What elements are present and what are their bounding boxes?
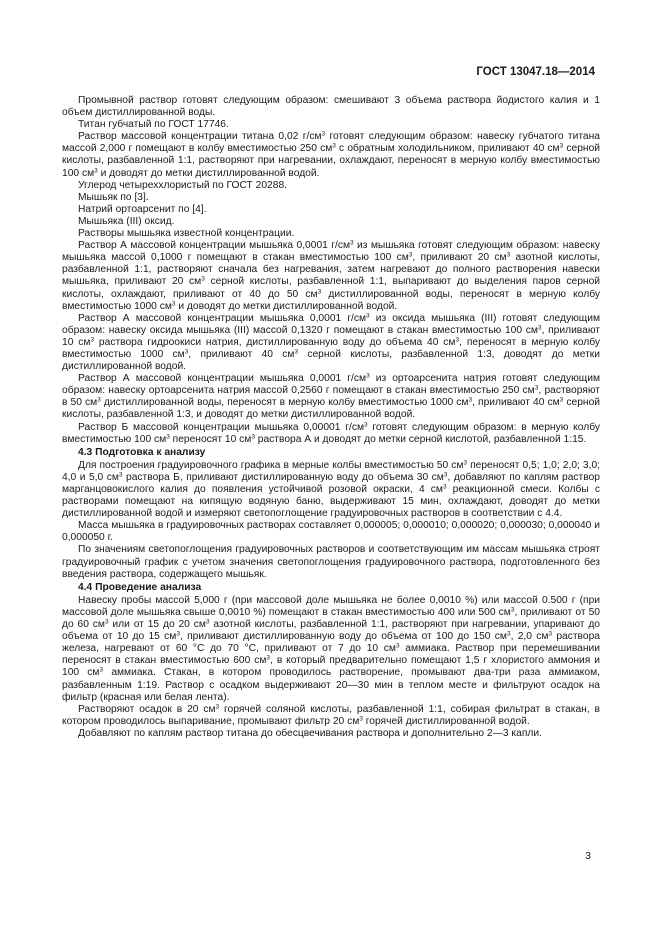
text-run: Масса мышьяка в градуировочных растворах составляет 0,000005; 0,000010; 0,000020; 0,000030; 0,000040 и 0,000050 г. (62, 520, 600, 544)
text-run: аммиака. Стакан, в котором проводилось растворение, промывают два-три раза аммиаком, разбавленным 1:19. Раствор с осадком выдерживают 20—30 мин в теплом месте и фильтруют осадок на фильтр (красная или белая лента). (62, 667, 600, 703)
text-run: и доводят до метки дистиллированной водой. (175, 300, 398, 312)
superscript: 3 (176, 630, 180, 638)
superscript: 3 (359, 715, 363, 723)
text-run: дистиллированной воды, переносят в мерную колбу вместимостью 1000 см (62, 288, 600, 312)
text-run: Растворяют осадок в 20 см (78, 703, 216, 715)
text-run: готовят следующим образом: навеску губчатого титана массой 2,000 г помещают в колбу вместимостью 250 см (62, 131, 600, 155)
text-run: Навеску пробы массой 5,000 г (при массовой доле мышьяка не более 0,0010 %) или массой 0.500 г (при массовой доле мышьяка свыше 0,0010 %) помещают в стакан вместимостью 400 или 500 см (62, 594, 600, 618)
text-run: серной кислоты, разбавленной 1:3, доводят до метки дистиллированной водой. (62, 348, 601, 373)
text-run: переносят 0,5; 1,0; 2,0; 3,0; 4,0 и 5,0 см (62, 459, 600, 483)
superscript: 3 (166, 433, 170, 441)
superscript: 3 (350, 239, 354, 247)
superscript: 3 (463, 459, 468, 467)
section-heading (62, 447, 600, 459)
text-run: Промывной раствор готовят следующим образом: смешивают 3 объема раствора йодистого калия и 1 объем дистиллированной воды. (62, 95, 600, 119)
text-run: азотной кислоты, разбавленной 1:1, растворяют при нагревании, упаривают до объема от 10 до 15 см (62, 619, 600, 643)
superscript: 3 (294, 348, 299, 356)
superscript: 3 (104, 618, 109, 626)
superscript: 3 (442, 483, 447, 491)
superscript: 3 (99, 666, 104, 674)
text-run: , приливают 10 см (62, 324, 600, 348)
text-run: раствора железа, нагревают от 60 °С до 70 °С, приливают от 7 до 10 см (62, 631, 600, 655)
text-run: Натрий ортоарсенит по [4]. (78, 203, 207, 215)
text-run: Раствор Б массовой концентрации мышьяка 0,00001 г/см (78, 421, 364, 433)
text-run: готовят следующим образом: в мерную колбу вместимостью 100 см (62, 421, 600, 445)
paragraph (62, 240, 600, 313)
text-run: , растворяют в 50 см (62, 385, 600, 409)
text-run: , переносят в мерную колбу вместимостью 1000 см (62, 336, 600, 360)
text-run: Раствор А массовой концентрации мышьяка 0,0001 г/см (78, 312, 367, 324)
superscript: 3 (534, 384, 539, 392)
text-run: серной кислоты, разбавленной 1:3, и доводят до метки дистиллированной водой. (62, 397, 600, 421)
text-run: , приливают 20 см (412, 252, 507, 264)
paragraph (62, 544, 600, 580)
page-number: 3 (585, 850, 591, 862)
superscript: 3 (506, 251, 511, 259)
text-run: из оксида мышьяка (III) готовят следующим образом: навеску оксида мышьяка (III) массой 0,1320 г помещают в стакан вместимостью 100 см (62, 312, 600, 336)
superscript: 3 (455, 336, 460, 344)
superscript: 3 (366, 312, 370, 320)
paragraph (62, 728, 600, 740)
text-run: раствора гидроокиси натрия, дистиллированную воду до объема 40 см (94, 336, 456, 348)
text-run: или от 15 до 20 см (108, 619, 206, 631)
superscript: 3 (184, 348, 189, 356)
superscript: 3 (321, 130, 326, 138)
text-run: Растворы мышьяка известной концентрации. (78, 228, 295, 240)
text-run: , 2,0 см (510, 631, 549, 643)
superscript: 3 (171, 300, 176, 308)
paragraph (62, 204, 600, 216)
text-run: , приливают 40 см (188, 348, 295, 360)
text-run: , в который предварительно помещают 1,5 г хлористого аммония и 100 см (62, 655, 600, 679)
text-run: Углерод четыреххлористый по ГОСТ 20288. (78, 179, 287, 191)
superscript: 3 (510, 606, 515, 614)
text-run: азотной кислоты, разбавленной 1:1, растворяют сначала без нагревания, затем нагревают до полного растворения навески мышьяка, приливают 20 см (62, 252, 600, 288)
text-run: и доводят до метки дистиллированной водой. (97, 167, 320, 179)
text-run: Раствор А массовой концентрации мышьяка 0,0001 г/см (78, 373, 367, 385)
superscript: 3 (317, 288, 322, 295)
text-run: Раствор массовой концентрации титана 0,02 г/см (78, 131, 322, 143)
text-run: Мышьяка (III) оксид. (78, 215, 175, 227)
superscript: 3 (559, 142, 564, 150)
section-heading (62, 582, 600, 594)
paragraph (62, 520, 600, 544)
text-run: 4.3 Подготовка к анализу (78, 446, 206, 458)
text-run: из ортоарсенита натрия готовят следующим образом: навеску ортоарсенита натрия массой 0,2560 г помещают в стакан вместимостью 250 см (62, 373, 600, 397)
paragraph (62, 595, 600, 704)
superscript: 3 (205, 618, 210, 626)
paragraph (62, 95, 600, 119)
text-run: из мышьяка готовят следующим образом: навеску мышьяка массой 0,1000 г помещают в стакан вместимостью 100 см (62, 240, 600, 264)
superscript: 3 (468, 396, 473, 404)
superscript: 3 (201, 275, 205, 283)
paragraph (62, 119, 600, 131)
paragraph (62, 131, 600, 179)
text-run: горячей соляной кислоты, разбавленной 1:1, собирая фильтрат в стакан, в котором проводилось выпаривание, промывают фильтр 20 см (62, 703, 600, 727)
text-run: реакционной смеси. Колбы с растворами помещают на кипящую водяную баню, выдерживают 15 мин, охлаждают, доводят до метки дистиллированной водой и измеряют светопоглощение градуировочных растворов в соответствии с 4.4. (62, 484, 600, 520)
superscript: 3 (364, 421, 368, 429)
text-run: дистиллированной воды, переносят в мерную колбу вместимостью 1000 см (100, 397, 469, 409)
text-run: , приливают 40 см (472, 397, 560, 409)
text-run: , приливают от 50 до 60 см (62, 606, 600, 631)
paragraph (62, 228, 600, 240)
text-run: Раствор А массовой концентрации мышьяка 0,0001 г/см (78, 240, 350, 252)
superscript: 3 (537, 324, 542, 332)
text-run: Мышьяк по [3]. (78, 191, 149, 203)
text-run: , приливают дистиллированную воду до объема от 100 до 150 см (179, 631, 507, 643)
text-run: 4.4 Проведение анализа (78, 581, 202, 593)
superscript: 3 (332, 142, 336, 150)
superscript: 3 (94, 167, 98, 175)
text-run: горячей дистиллированной водой. (362, 715, 530, 727)
text-run: серной кислоты, разбавленной 1:1, растворяют при нагревании, охлаждают, переносят в мерную колбу вместимостью 100 см (62, 143, 601, 179)
standard-header: ГОСТ 13047.18—2014 (476, 66, 595, 78)
text-run: с обратным холодильником, приливают 40 см (335, 143, 560, 155)
document-body (62, 95, 600, 740)
paragraph (62, 704, 600, 728)
text-run: аммиака. Раствор при перемешивании переносят в стакан вместимостью 600 см (62, 643, 600, 667)
text-run: , добавляют по каплям раствор марганцовокислого калия до появления устойчивой розовой окраски, 4 см (62, 471, 600, 495)
superscript: 3 (408, 251, 413, 259)
superscript: 3 (215, 703, 220, 711)
superscript: 3 (97, 396, 101, 404)
paragraph (62, 313, 600, 373)
text-run: серной кислоты, разбавленной 1:1, выпаривают до выделения паров серной кислоты, охлаждают, приливают от 40 до 50 см (62, 276, 600, 300)
paragraph (62, 422, 600, 446)
text-run: По значениям светопоглощения градуировочных растворов и соответствующим им массам мышьяка строят градуировочный график с учетом значения светопоглощения градуировочного раствора, подготовленного без введения раствора, содержащего мышьяк. (62, 544, 600, 580)
paragraph (62, 180, 600, 192)
text-run: Титан губчатый по ГОСТ 17746. (78, 119, 229, 131)
text-run: Для построения градуировочного графика в мерные колбы вместимостью 50 см (78, 459, 464, 471)
superscript: 3 (366, 372, 370, 380)
superscript: 3 (395, 642, 400, 650)
paragraph (62, 373, 600, 421)
superscript: 3 (251, 433, 255, 441)
superscript: 3 (118, 471, 123, 479)
text-run: переносят 10 см (169, 433, 252, 445)
superscript: 3 (90, 336, 95, 344)
superscript: 3 (266, 654, 271, 662)
text-run: Добавляют по каплям раствор титана до обесцвечивания раствора и дополнительно 2—3 капли. (78, 727, 542, 739)
paragraph (62, 216, 600, 228)
paragraph (62, 192, 600, 204)
text-run: раствора А и доводят до метки серной кислотой, разбавленной 1:15. (254, 433, 587, 445)
superscript: 3 (559, 396, 564, 404)
text-run: раствора Б, приливают дистиллированную воду до объема 30 см (122, 471, 444, 483)
superscript: 3 (506, 630, 511, 638)
superscript: 3 (443, 471, 448, 479)
superscript: 3 (548, 630, 553, 638)
paragraph (62, 460, 600, 520)
